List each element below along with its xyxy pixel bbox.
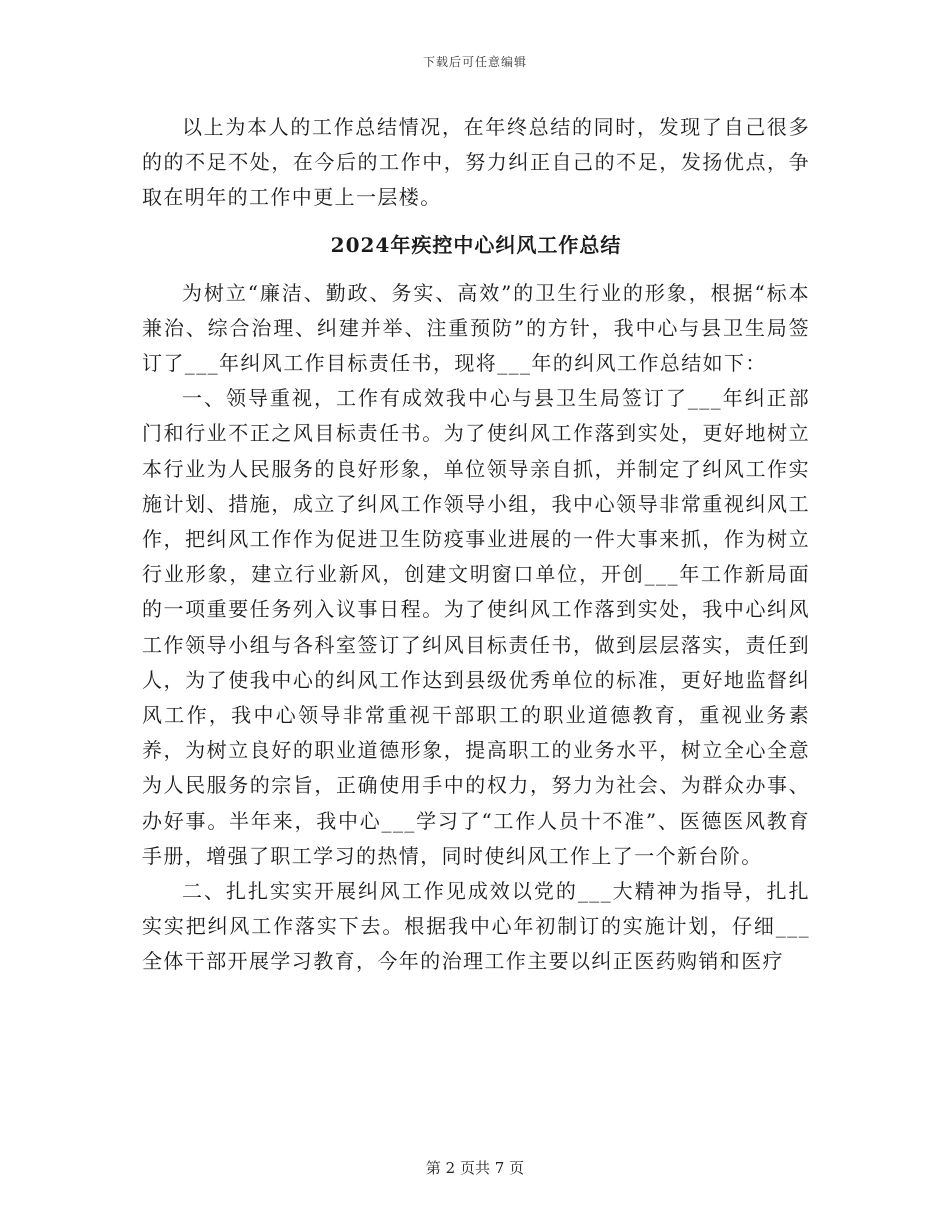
paragraph-section-one: 一、领导重视，工作有成效我中心与县卫生局签订了___年纠正部门和行业不正之风目标责任书。为了使纠风工作落到实处，更好地树立本行业为人民服务的良好形象，单位领导亲自抓，并制定了纠风工作实施计划、措施，成立了纠风工作领导小组，我中心领导非常重视纠风工作，把纠风工作作为促进卫生防疫事业进展的一件大事来抓，作为树立行业形象，建立行业新风，创建文明窗口单位，开创___年工作新局面的一项重要任务列入议事日程。为了使纠风工作落到实处，我中心纠风工作领导小组与各科室签订了纠风目标责任书，做到层层落实，责任到人，为了使我中心的纠风工作达到县级优秀单位的标准，更好地监督纠风工作，我中心领导非常重视干部职工的职业道德教育，重视业务素养，为树立良好的职业道德形象，提高职工的业务水平，树立全心全意为人民服务的宗旨，正确使用手中的权力，努力为社会、为群众办事、办好事。半年来，我中心___学习了“工作人员十不准”、医德医风教育手册，增强了职工学习的热情，同时使纠风工作上了一个新台阶。	[142, 386, 810, 868]
document-title: 2024年疾控中心纠风工作总结	[330, 232, 622, 257]
intro-paragraph: 以上为本人的工作总结情况，在年终总结的同时，发现了自己很多的的不足不处，在今后的工作中，努力纠正自己的不足，发扬优点，争取在明年的工作中更上一层楼。	[142, 115, 810, 210]
paragraph-section-two: 二、扎扎实实开展纠风工作见成效以党的___大精神为指导，扎扎实实把纠风工作落实下去。根据我中心年初制订的实施计划，仔细___全体干部开展学习教育，今年的治理工作主要以纠正医药购销和医疗	[142, 879, 810, 974]
header-note: 下载后可任意编辑	[422, 55, 527, 69]
document-body	[142, 110, 810, 980]
paragraph-preamble: 为树立“廉洁、勤政、务实、高效”的卫生行业的形象，根据“标本兼治、综合治理、纠建并举、注重预防”的方针，我中心与县卫生局签订了___年纠风工作目标责任书，现将___年的纠风工作总结如下：	[142, 280, 810, 376]
page-number: 第 2 页共 7 页	[425, 1159, 525, 1177]
